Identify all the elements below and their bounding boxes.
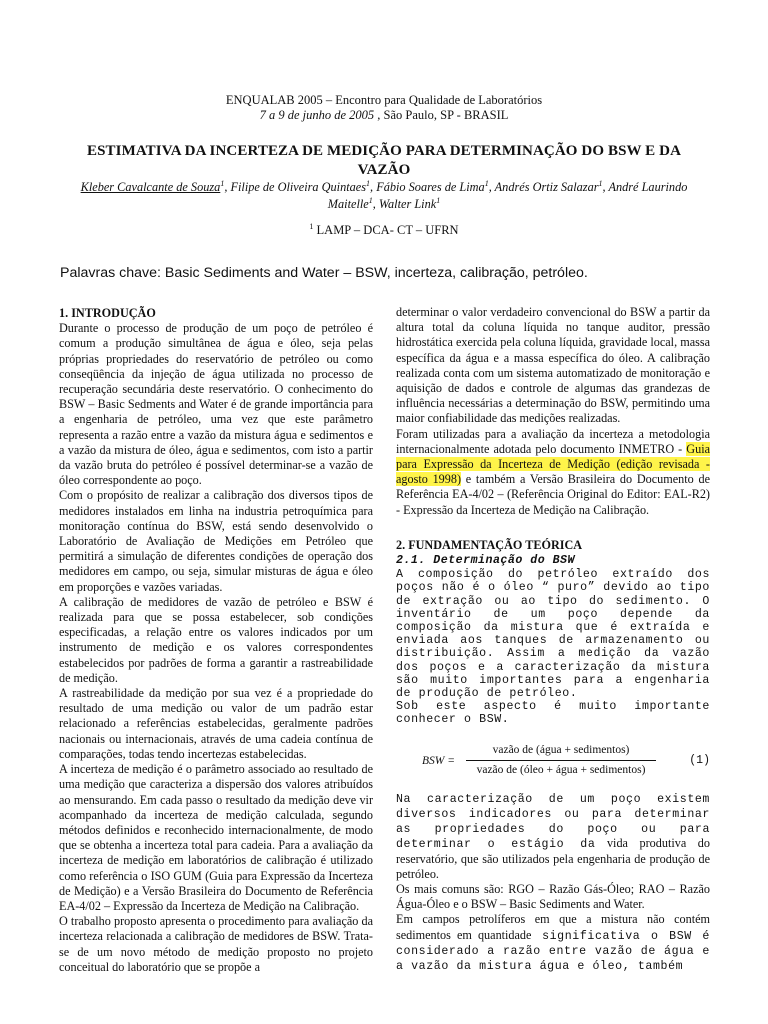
author-name: Kleber Cavalcante de Souza — [80, 180, 221, 195]
affiliation-mark: 1 — [598, 179, 603, 188]
paragraph-text: Em campos petrolíferos em que a mistura não contém sedimentos em quantidade — [396, 912, 710, 942]
conference-date-location — [0, 108, 768, 123]
paragraph: A calibração de medidores de vazão de petróleo e BSW é realizada para que se possa estabelecer, sob condições especificadas, a relação entre os valores indicados por um instrumento de medição e os valores correspondentes estabelecidos por padrões de forma a garantir a rastreabilidade de medição. — [59, 594, 373, 685]
author-name: Andrés Ortiz Salazar — [494, 180, 599, 195]
keywords-text: : Basic Sediments and Water – BSW, incerteza, calibração, petróleo. — [157, 265, 588, 281]
subsection-heading: 2.1. Determinação do BSW — [396, 554, 575, 568]
paragraph: Sob este aspecto é muito importante conhecer o BSW. — [396, 700, 710, 727]
keywords-label: Palavras chave — [60, 265, 157, 281]
section-heading-fundamentacao: 2. FUNDAMENTAÇÃO TEÓRICA — [396, 537, 583, 552]
paragraph — [396, 791, 710, 882]
left-column — [59, 306, 373, 975]
conference-header — [0, 93, 768, 108]
paragraph: Os mais comuns são: RGO – Razão Gás-Óleo; RAO – Razão Água-Óleo e o BSW – Basic Sediments and Water. — [396, 881, 710, 912]
keywords — [60, 265, 720, 281]
affiliation-mark: 1 — [368, 196, 373, 206]
affiliation — [0, 222, 768, 238]
equation-bsw — [396, 741, 710, 785]
conference-name: ENQUALAB 2005 – Encontro para Qualidade de Laboratórios — [225, 93, 543, 107]
highlighted-reference: Guia para Expressão da Incerteza de Medição (edição revisada - agosto 1998) — [396, 441, 710, 487]
paragraph-text: Foram utilizadas para a avaliação da incerteza a metodologia internacionalmente adotada pelo documento INMETRO - — [396, 426, 710, 456]
right-column — [396, 305, 710, 973]
paragraph-text: Na caracterização de um poço existem diversos indicadores ou para determinar as propriedades do poço ou para determinar o estágio da — [396, 792, 710, 852]
author-list: Kleber Cavalcante de Souza$^1$, Filipe de Oliveira Quintaes$^1$, Fábio Soares de Lima$^1$, Andrés Ortiz Salazar$^1$, André Laurindo Maitelle$^1$, Walter Link$^1$ — [80, 179, 688, 212]
paragraph: determinar o valor verdadeiro convencional do BSW a partir da altura total da coluna líquida no tanque auditor, pressão hidrostática exercida pela coluna líquida, gravidade local, massa específica da água e a massa específica do óleo. A calibração realizada conta com um sistema automatizado de monitoração e aquisição de dados e controle de algumas das grandezas de influência necessárias a determinação do BSW, permitindo uma maior confiabilidade das medições realizadas. — [396, 305, 710, 426]
paragraph: Com o propósito de realizar a calibração dos diversos tipos de medidores instalados em linha na industria petroquímica para monitoração contínua do BSW, está sendo desenvolvido o Laboratório de Avaliação de Medições em Petróleo que permitirá a simulação de diferentes condições de operação dos medidores em campo, ou seja, simular misturas de água e óleo em proporções e vazões variadas. — [59, 488, 373, 594]
paragraph-text: vida produtiva do reservatório, que são utilizados pela engenharia de produção de petróleo. — [396, 836, 710, 881]
paragraph-text: significativa o BSW é considerado a razão entre vazão de água e a vazão da mistura água e óleo, também — [396, 929, 710, 973]
paragraph: A composição do petróleo extraído dos poços não é o óleo “ puro” devido ao tipo de extração ou ao tipo do sedimento. O inventário de um poço depende da composição da mistura que é extraída e enviada aos tanques de armazenamento ou distribuição. Assim a medição da vazão dos poços e a caracterização da mistura são muito importantes para a engenharia de produção de petróleo. — [396, 568, 710, 701]
paragraph-text: e também a Versão Brasileira do Documento de Referência EA-4/02 – (Referência Original do Editor: EAL-R2) - Expressão da Incerteza de Medição na Calibração. — [396, 472, 710, 517]
conference-date: 7 a 9 de junho de 2005 — [259, 108, 375, 122]
paragraph — [396, 427, 710, 518]
paper-title: ESTIMATIVA DA INCERTEZA DE MEDIÇÃO PARA DETERMINAÇÃO DO BSW E DA VAZÃO — [86, 143, 682, 178]
affiliation-mark: 1 — [484, 179, 489, 188]
affiliation-mark: 1 — [366, 179, 371, 188]
author-name: Fábio Soares de Lima — [376, 180, 485, 195]
affiliation-mark: 1 — [436, 196, 441, 206]
equation-denominator: vazão de (óleo + água + sedimentos) — [476, 763, 646, 776]
equation-numerator: vazão de (água + sedimentos) — [466, 743, 656, 761]
conference-location: , São Paulo, SP - BRASIL — [374, 108, 509, 122]
paragraph: O trabalho proposto apresenta o procedimento para avaliação da incerteza relacionada a calibração de medidores de BSW. Trata-se de um novo método de medição proposto no projeto conceitual do laboratório que se propõe a — [59, 914, 373, 974]
equation-fraction — [466, 743, 656, 778]
affiliation-mark: 1 — [220, 179, 225, 188]
affiliation-mark: 1 — [309, 222, 314, 231]
author-name: Filipe de Oliveira Quintaes — [230, 180, 367, 195]
author-name: Walter Link — [378, 197, 437, 212]
equation-number: (1) — [689, 753, 710, 767]
section-heading-introducao: 1. INTRODUÇÃO — [59, 306, 156, 320]
paragraph: Durante o processo de produção de um poço de petróleo é comum a produção simultânea de água e óleo, seja pelas próprias propriedades do reservatório de petróleo ou como conseqüência da injeção de água utilizada no processo de recuperação secundária deste reservatório. O conhecimento do BSW – Basic Sedments and Water é de grande importância para a engenharia de petróleo, uma vez que este parâmetro representa a razão entre a vazão da mistura água e sedimentos e a vazão da mistura de óleo, água e sedimentos, com isto a partir da vazão bruta do petróleo é possível determinar-se a vazão de óleo correspondente ao poço. — [59, 321, 373, 488]
paragraph — [396, 912, 710, 973]
equation-lhs: BSW = — [422, 754, 455, 767]
affiliation-text: LAMP – DCA- CT – UFRN — [316, 223, 459, 238]
paragraph: A rastreabilidade da medição por sua vez é a propriedade do resultado de uma medição ou valor de um padrão estar relacionado a referências estabelecidas, geralmente padrões nacionais ou internacionais, através de uma cadeia contínua de comparações, todas tendo incertezas estabelecidas. — [59, 686, 373, 761]
author-name: André Laurindo Maitelle — [327, 180, 688, 212]
paragraph: A incerteza de medição é o parâmetro associado ao resultado de uma medição que caracteriza a dispersão dos valores atribuídos ao mensurando. Em cada passo o resultado da medição deve vir acompanhado da incerteza de medição calculada, segundo métodos definidos e reconhecido internacionalmente, de modo que se obtenha a incerteza total para cadeia. Para a avaliação da incerteza de medição em laboratórios de calibração é utilizado como referência o ISO GUM (Guia para Expressão da Incerteza de Medição) e a Versão Brasileira do Documento de Referência EA-4/02 – Expressão da Incerteza de Medição na Calibração. — [59, 762, 373, 913]
